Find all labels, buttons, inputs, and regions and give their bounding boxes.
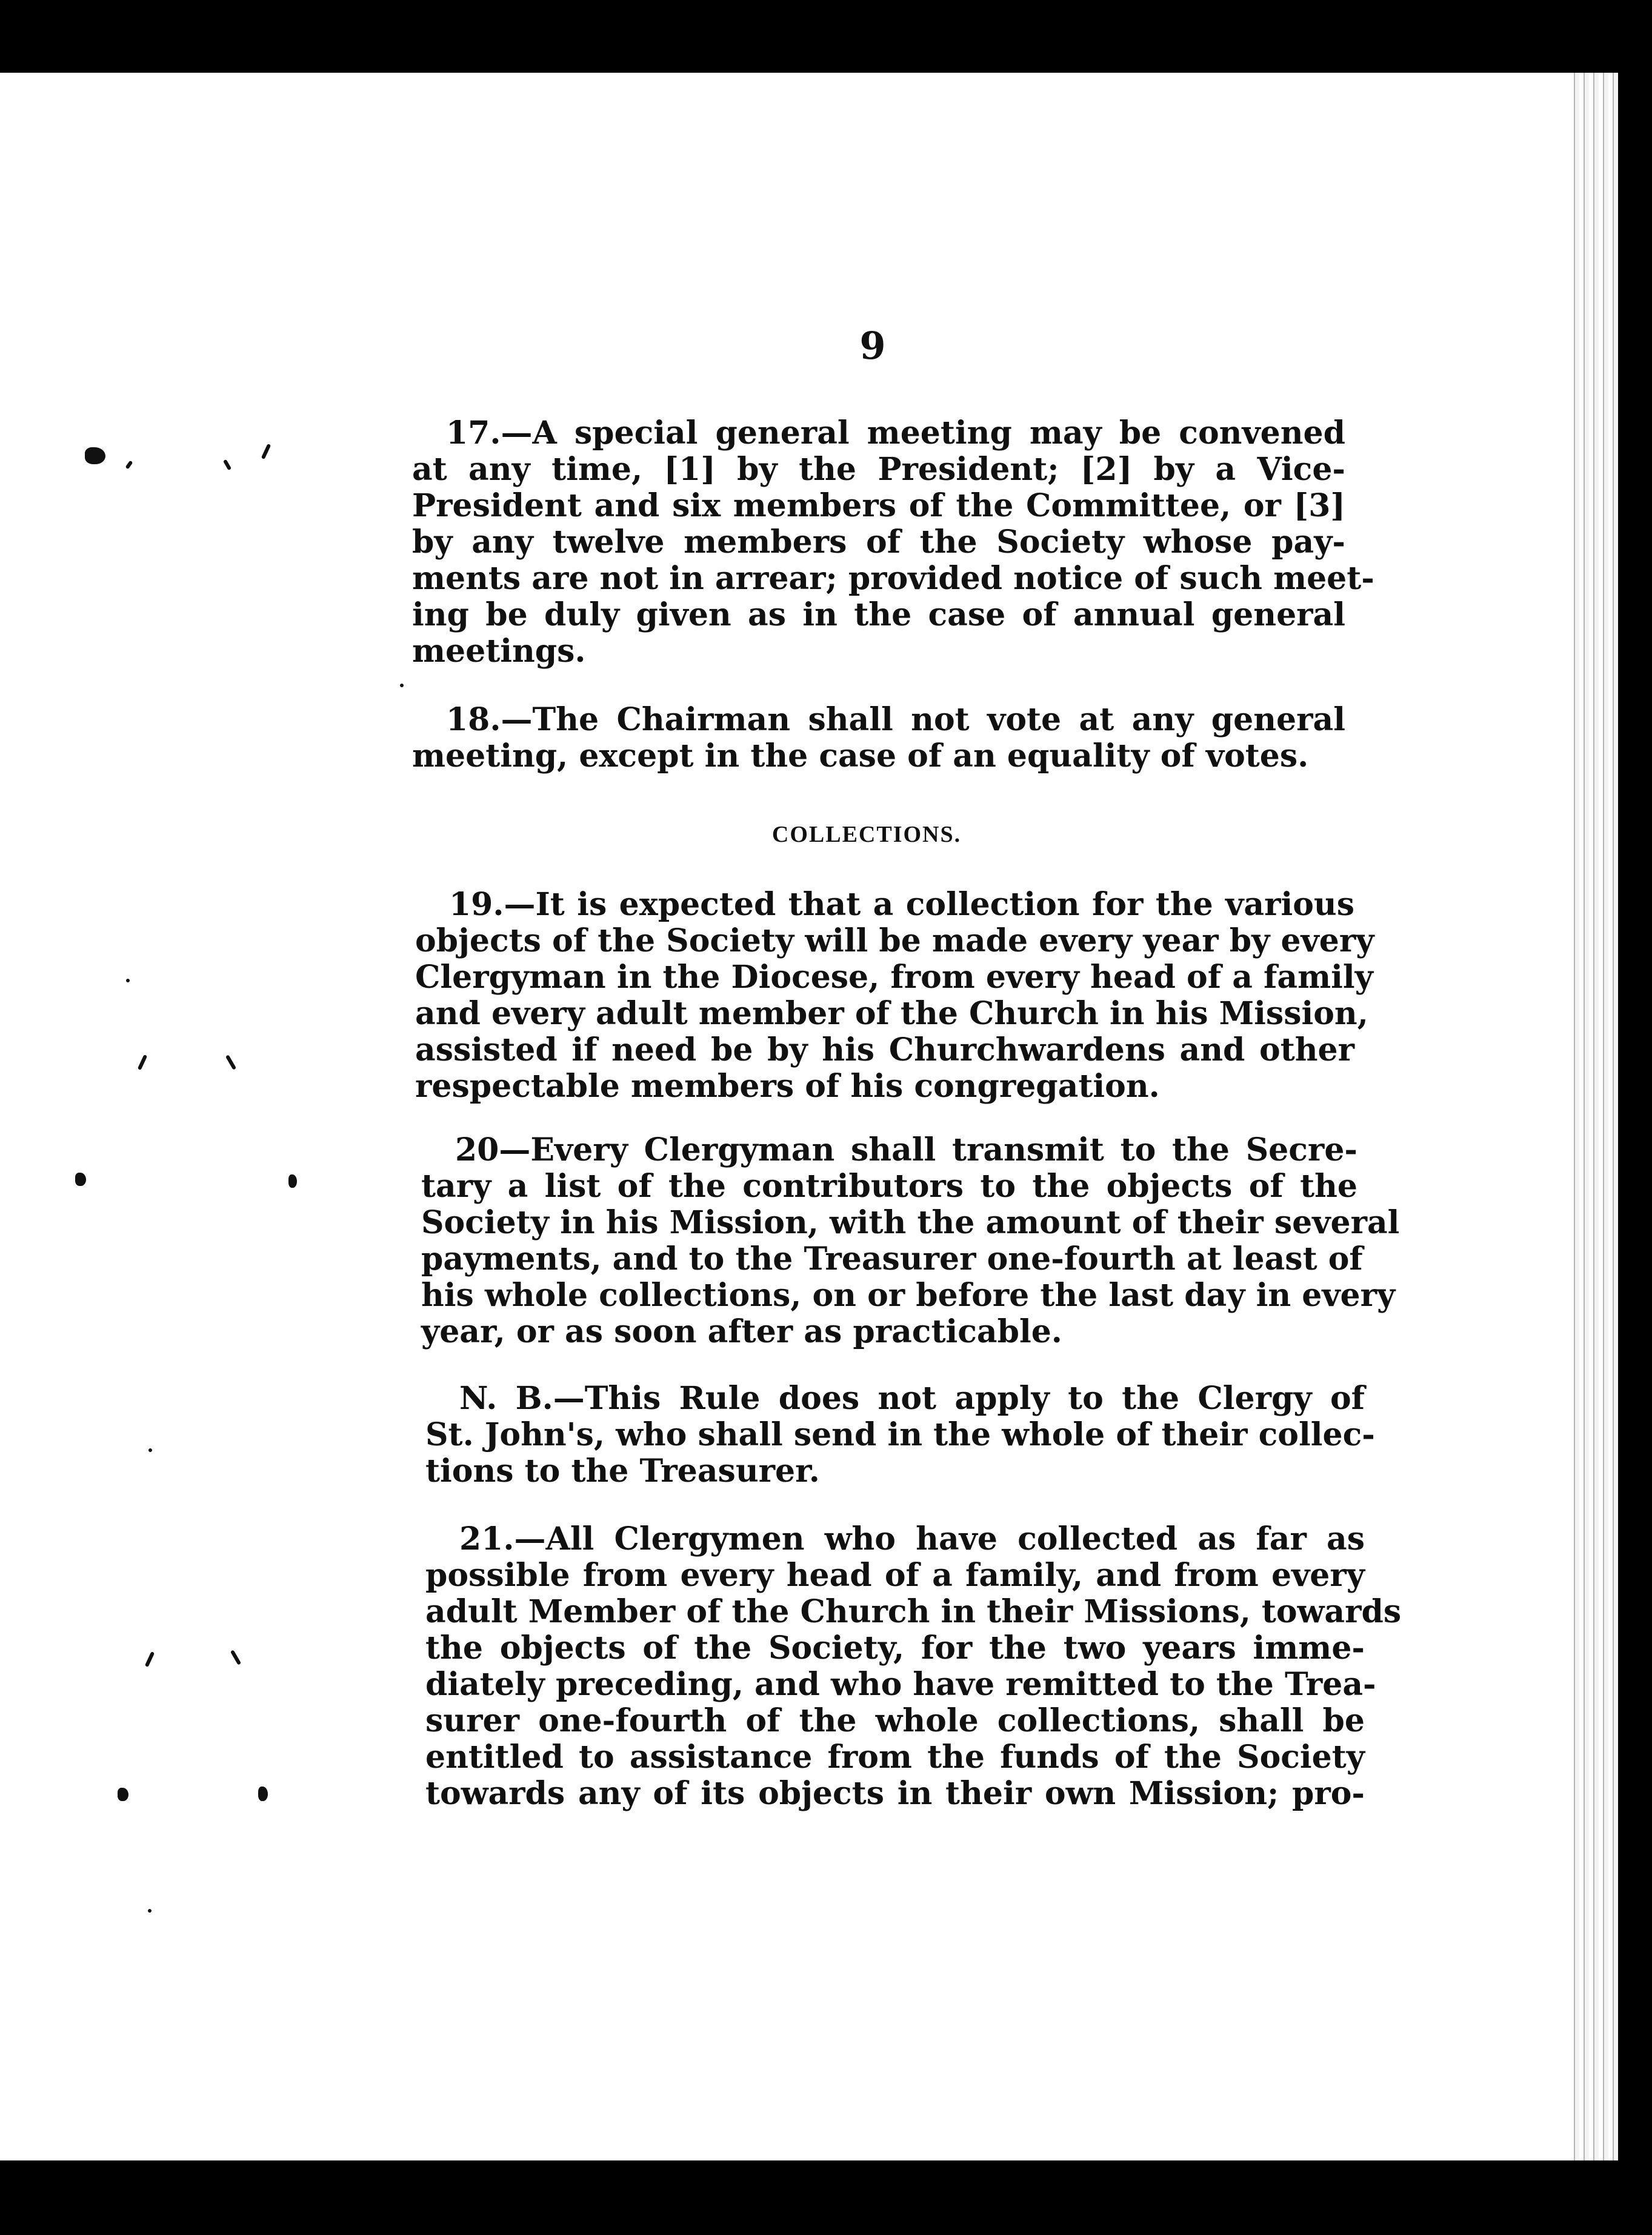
scan-speck — [126, 979, 130, 982]
binding-mark — [75, 1173, 86, 1186]
paragraph-rule-21 — [425, 1521, 1402, 1812]
paragraph-rule-20 — [421, 1131, 1400, 1350]
section-heading: COLLECTIONS. — [771, 822, 962, 847]
page-edges — [1570, 73, 1618, 2160]
text-line: objects of the Society will be made every year by every — [415, 922, 1374, 959]
text-line: possible from every head of a family, and from every — [425, 1557, 1365, 1594]
binding-mark — [118, 1788, 128, 1801]
text-line: tions to the Treasurer. — [425, 1453, 820, 1490]
text-line: adult Member of the Church in their Missions, towards — [425, 1593, 1402, 1630]
text-line: meetings. — [412, 633, 586, 670]
text-line: his whole collections, on or before the last day in every — [421, 1277, 1396, 1314]
text-line: by any twelve members of the Society whose pay- — [412, 524, 1345, 561]
text-line: respectable members of his congregation. — [415, 1068, 1160, 1105]
text-line: tary a list of the contributors to the objects of the — [421, 1168, 1357, 1205]
book-page — [0, 73, 1570, 2160]
text-line: ing be duly given as in the case of annual general — [412, 596, 1345, 633]
text-line: and every adult member of the Church in his Mission, — [415, 995, 1368, 1032]
paragraph-nota-bene — [425, 1380, 1375, 1490]
text-line: payments, and to the Treasurer one-fourth at least of — [421, 1241, 1363, 1277]
text-line: President and six members of the Committee, or [3] — [412, 487, 1345, 524]
scan-speck — [400, 684, 404, 687]
text-line: 17.—A special general meeting may be convened — [446, 415, 1345, 451]
text-line: Clergyman in the Diocese, from every head of a family — [415, 959, 1373, 996]
scan-speck — [148, 1448, 152, 1452]
text-line: year, or as soon after as practicable. — [421, 1313, 1062, 1350]
text-line: 18.—The Chairman shall not vote at any general — [446, 701, 1345, 738]
text-line: 21.—All Clergymen who have collected as far as — [459, 1521, 1365, 1557]
text-line: meeting, except in the case of an equality of votes. — [412, 738, 1309, 774]
page-number: 9 — [859, 324, 886, 368]
paragraph-rule-17 — [412, 415, 1374, 670]
binding-mark — [258, 1787, 268, 1801]
text-line: at any time, [1] by the President; [2] by a Vice- — [412, 451, 1345, 488]
text-line: entitled to assistance from the funds of the Society — [425, 1739, 1365, 1776]
binding-mark — [85, 447, 105, 464]
text-line: towards any of its objects in their own Mission; pro- — [425, 1775, 1365, 1812]
text-line: ments are not in arrear; provided notice of such meet- — [412, 560, 1374, 597]
text-line: N. B.—This Rule does not apply to the Clergy of — [459, 1380, 1365, 1417]
text-line: surer one-fourth of the whole collections, shall be — [425, 1702, 1365, 1739]
paragraph-rule-18 — [412, 702, 1345, 774]
text-line: St. John's, who shall send in the whole of their collec- — [425, 1416, 1375, 1453]
text-line: Society in his Mission, with the amount of their several — [421, 1204, 1400, 1241]
text-line: 20—Every Clergyman shall transmit to the Secre- — [455, 1131, 1357, 1168]
text-line: the objects of the Society, for the two years imme- — [425, 1630, 1365, 1667]
paragraph-rule-19 — [415, 886, 1374, 1105]
binding-mark — [288, 1174, 297, 1188]
text-line: 19.—It is expected that a collection for the various — [449, 886, 1354, 923]
text-line: assisted if need be by his Churchwardens and other — [415, 1031, 1354, 1068]
scan-speck — [148, 1909, 152, 1913]
text-line: diately preceding, and who have remitted to the Trea- — [425, 1666, 1376, 1703]
